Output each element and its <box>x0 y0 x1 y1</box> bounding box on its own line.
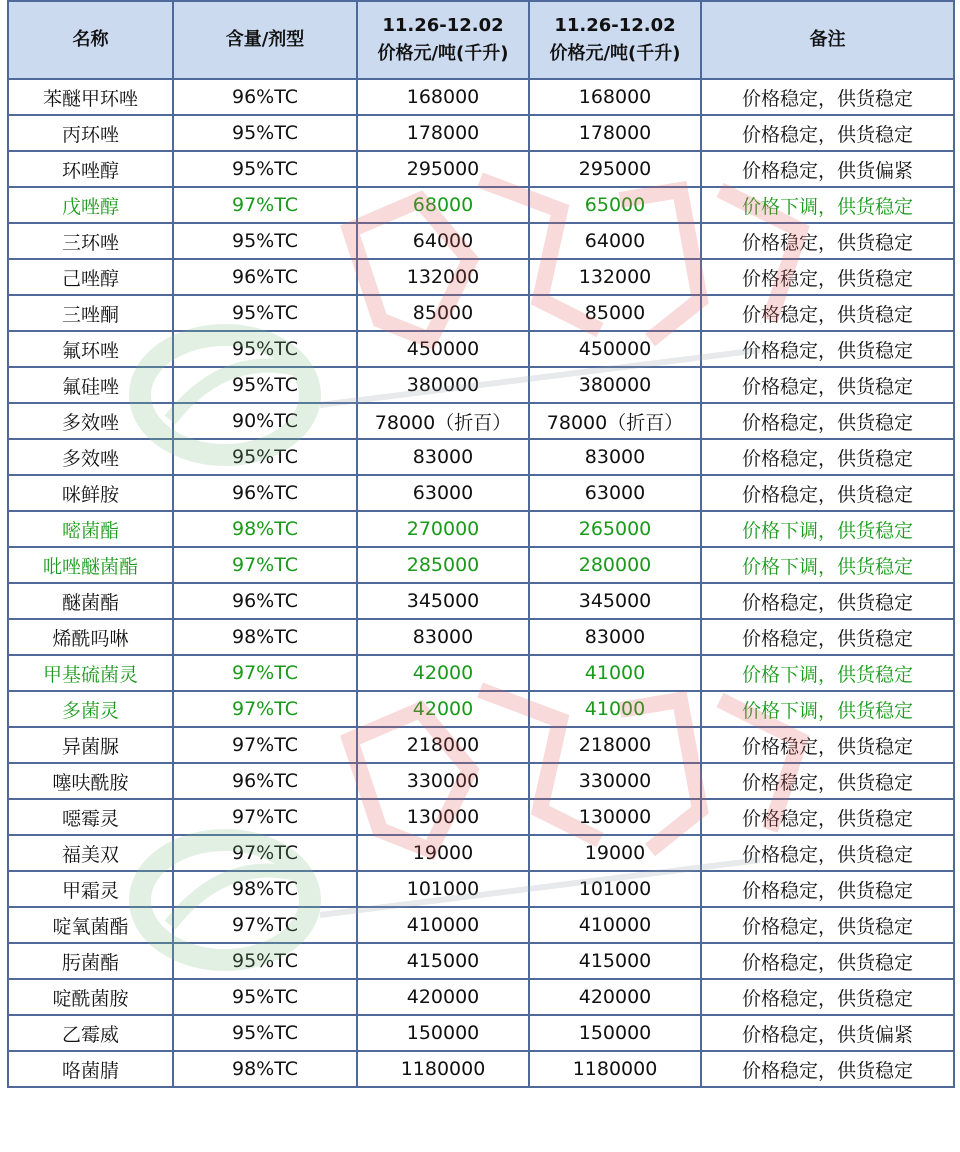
table-row <box>8 907 954 943</box>
price-period2-cell: 65000 <box>529 187 701 223</box>
price-period1-cell: 295000 <box>357 151 529 187</box>
spec-cell: 97%TC <box>173 547 357 583</box>
price-period1-cell: 63000 <box>357 475 529 511</box>
price-period1-cell: 270000 <box>357 511 529 547</box>
table-row <box>8 799 954 835</box>
note-cell: 价格稳定，供货稳定 <box>701 835 954 871</box>
price-period2-cell: 19000 <box>529 835 701 871</box>
note-cell: 价格下调，供货稳定 <box>701 547 954 583</box>
product-name-cell: 异菌脲 <box>8 727 173 763</box>
table-row <box>8 763 954 799</box>
spec-cell: 95%TC <box>173 331 357 367</box>
table-row <box>8 259 954 295</box>
product-name-cell: 甲霜灵 <box>8 871 173 907</box>
product-name-cell: 肟菌酯 <box>8 943 173 979</box>
table-row <box>8 475 954 511</box>
table-row <box>8 727 954 763</box>
product-name-cell: 戊唑醇 <box>8 187 173 223</box>
price-period2-cell: 218000 <box>529 727 701 763</box>
product-name-cell: 吡唑醚菌酯 <box>8 547 173 583</box>
product-name-cell: 三环唑 <box>8 223 173 259</box>
price-period2-cell: 83000 <box>529 619 701 655</box>
note-cell: 价格下调，供货稳定 <box>701 187 954 223</box>
spec-cell: 97%TC <box>173 727 357 763</box>
spec-cell: 97%TC <box>173 799 357 835</box>
note-cell: 价格稳定，供货稳定 <box>701 475 954 511</box>
note-cell: 价格稳定，供货稳定 <box>701 871 954 907</box>
price-period1-cell: 178000 <box>357 115 529 151</box>
header-name: 名称 <box>8 1 173 79</box>
price-period2-cell: 178000 <box>529 115 701 151</box>
spec-cell: 95%TC <box>173 367 357 403</box>
product-name-cell: 乙霉威 <box>8 1015 173 1051</box>
table-row <box>8 835 954 871</box>
spec-cell: 98%TC <box>173 511 357 547</box>
price-period1-cell: 168000 <box>357 79 529 115</box>
note-cell: 价格稳定，供货稳定 <box>701 79 954 115</box>
price-period1-cell: 415000 <box>357 943 529 979</box>
note-cell: 价格稳定，供货稳定 <box>701 943 954 979</box>
product-name-cell: 啶酰菌胺 <box>8 979 173 1015</box>
product-name-cell: 三唑酮 <box>8 295 173 331</box>
price-period2-cell: 380000 <box>529 367 701 403</box>
product-name-cell: 福美双 <box>8 835 173 871</box>
price-period2-cell: 295000 <box>529 151 701 187</box>
price-period1-cell: 42000 <box>357 655 529 691</box>
price-table <box>7 0 955 1088</box>
note-cell: 价格稳定，供货稳定 <box>701 403 954 439</box>
note-cell: 价格稳定，供货稳定 <box>701 331 954 367</box>
header-period1-unit: 价格元/吨(千升) <box>377 43 509 64</box>
note-cell: 价格稳定，供货稳定 <box>701 223 954 259</box>
note-cell: 价格稳定，供货稳定 <box>701 727 954 763</box>
price-period1-cell: 85000 <box>357 295 529 331</box>
table-row <box>8 187 954 223</box>
spec-cell: 96%TC <box>173 259 357 295</box>
note-cell: 价格稳定，供货偏紧 <box>701 151 954 187</box>
spec-cell: 98%TC <box>173 619 357 655</box>
spec-cell: 96%TC <box>173 763 357 799</box>
spec-cell: 98%TC <box>173 1051 357 1087</box>
price-period1-cell: 420000 <box>357 979 529 1015</box>
table-row <box>8 1051 954 1087</box>
table-row <box>8 295 954 331</box>
note-cell: 价格稳定，供货稳定 <box>701 907 954 943</box>
price-period2-cell: 83000 <box>529 439 701 475</box>
header-row <box>8 1 954 79</box>
product-name-cell: 烯酰吗啉 <box>8 619 173 655</box>
price-period1-cell: 450000 <box>357 331 529 367</box>
price-period2-cell: 265000 <box>529 511 701 547</box>
table-row <box>8 115 954 151</box>
price-period1-cell: 410000 <box>357 907 529 943</box>
price-period1-cell: 218000 <box>357 727 529 763</box>
header-period1-dates: 11.26-12.02 <box>382 15 504 36</box>
spec-cell: 95%TC <box>173 439 357 475</box>
header-period1 <box>357 1 529 79</box>
spec-cell: 96%TC <box>173 79 357 115</box>
product-name-cell: 氟环唑 <box>8 331 173 367</box>
spec-cell: 97%TC <box>173 187 357 223</box>
price-period1-cell: 101000 <box>357 871 529 907</box>
table-row <box>8 691 954 727</box>
price-period1-cell: 330000 <box>357 763 529 799</box>
price-period2-cell: 64000 <box>529 223 701 259</box>
table-row <box>8 583 954 619</box>
table-row <box>8 655 954 691</box>
price-period2-cell: 78000（折百） <box>529 403 701 439</box>
header-note: 备注 <box>701 1 954 79</box>
note-cell: 价格稳定，供货稳定 <box>701 583 954 619</box>
header-period2-unit: 价格元/吨(千升) <box>549 43 681 64</box>
note-cell: 价格下调，供货稳定 <box>701 655 954 691</box>
product-name-cell: 嘧菌酯 <box>8 511 173 547</box>
table-row <box>8 367 954 403</box>
table-row <box>8 403 954 439</box>
price-period2-cell: 280000 <box>529 547 701 583</box>
price-period1-cell: 83000 <box>357 439 529 475</box>
table-row <box>8 547 954 583</box>
note-cell: 价格稳定，供货稳定 <box>701 439 954 475</box>
price-period1-cell: 78000（折百） <box>357 403 529 439</box>
note-cell: 价格下调，供货稳定 <box>701 691 954 727</box>
product-name-cell: 咯菌腈 <box>8 1051 173 1087</box>
table-row <box>8 439 954 475</box>
note-cell: 价格稳定，供货稳定 <box>701 799 954 835</box>
product-name-cell: 环唑醇 <box>8 151 173 187</box>
product-name-cell: 甲基硫菌灵 <box>8 655 173 691</box>
note-cell: 价格稳定，供货稳定 <box>701 259 954 295</box>
spec-cell: 97%TC <box>173 907 357 943</box>
table-row <box>8 79 954 115</box>
spec-cell: 97%TC <box>173 691 357 727</box>
table-row <box>8 223 954 259</box>
table-row <box>8 979 954 1015</box>
note-cell: 价格稳定，供货稳定 <box>701 979 954 1015</box>
price-period2-cell: 101000 <box>529 871 701 907</box>
price-period2-cell: 410000 <box>529 907 701 943</box>
product-name-cell: 苯醚甲环唑 <box>8 79 173 115</box>
spec-cell: 95%TC <box>173 1015 357 1051</box>
spec-cell: 95%TC <box>173 943 357 979</box>
table-row <box>8 1015 954 1051</box>
spec-cell: 97%TC <box>173 835 357 871</box>
spec-cell: 95%TC <box>173 295 357 331</box>
price-period1-cell: 130000 <box>357 799 529 835</box>
product-name-cell: 噻呋酰胺 <box>8 763 173 799</box>
spec-cell: 98%TC <box>173 871 357 907</box>
table-row <box>8 151 954 187</box>
price-period2-cell: 63000 <box>529 475 701 511</box>
product-name-cell: 多效唑 <box>8 439 173 475</box>
note-cell: 价格稳定，供货稳定 <box>701 763 954 799</box>
price-period2-cell: 85000 <box>529 295 701 331</box>
spec-cell: 96%TC <box>173 475 357 511</box>
price-period2-cell: 415000 <box>529 943 701 979</box>
price-period1-cell: 83000 <box>357 619 529 655</box>
price-period1-cell: 132000 <box>357 259 529 295</box>
note-cell: 价格稳定，供货稳定 <box>701 367 954 403</box>
table-row <box>8 331 954 367</box>
note-cell: 价格稳定，供货稳定 <box>701 619 954 655</box>
product-name-cell: 啶氧菌酯 <box>8 907 173 943</box>
table-row <box>8 511 954 547</box>
header-spec: 含量/剂型 <box>173 1 357 79</box>
spec-cell: 95%TC <box>173 223 357 259</box>
note-cell: 价格下调，供货稳定 <box>701 511 954 547</box>
price-period1-cell: 42000 <box>357 691 529 727</box>
price-period2-cell: 41000 <box>529 691 701 727</box>
price-period2-cell: 345000 <box>529 583 701 619</box>
header-period2 <box>529 1 701 79</box>
header-period2-dates: 11.26-12.02 <box>554 15 676 36</box>
price-period1-cell: 19000 <box>357 835 529 871</box>
price-period1-cell: 380000 <box>357 367 529 403</box>
product-name-cell: 多效唑 <box>8 403 173 439</box>
product-name-cell: 氟硅唑 <box>8 367 173 403</box>
product-name-cell: 己唑醇 <box>8 259 173 295</box>
table-row <box>8 943 954 979</box>
price-period2-cell: 150000 <box>529 1015 701 1051</box>
note-cell: 价格稳定，供货稳定 <box>701 1051 954 1087</box>
spec-cell: 95%TC <box>173 979 357 1015</box>
product-name-cell: 多菌灵 <box>8 691 173 727</box>
price-period2-cell: 132000 <box>529 259 701 295</box>
spec-cell: 95%TC <box>173 151 357 187</box>
price-period2-cell: 168000 <box>529 79 701 115</box>
price-period1-cell: 345000 <box>357 583 529 619</box>
product-name-cell: 咪鲜胺 <box>8 475 173 511</box>
note-cell: 价格稳定，供货稳定 <box>701 115 954 151</box>
price-period1-cell: 285000 <box>357 547 529 583</box>
price-period2-cell: 130000 <box>529 799 701 835</box>
spec-cell: 96%TC <box>173 583 357 619</box>
price-period1-cell: 64000 <box>357 223 529 259</box>
note-cell: 价格稳定，供货偏紧 <box>701 1015 954 1051</box>
table-row <box>8 871 954 907</box>
price-period2-cell: 420000 <box>529 979 701 1015</box>
spec-cell: 97%TC <box>173 655 357 691</box>
note-cell: 价格稳定，供货稳定 <box>701 295 954 331</box>
price-period2-cell: 330000 <box>529 763 701 799</box>
product-name-cell: 噁霉灵 <box>8 799 173 835</box>
price-period1-cell: 1180000 <box>357 1051 529 1087</box>
price-period2-cell: 41000 <box>529 655 701 691</box>
spec-cell: 95%TC <box>173 115 357 151</box>
spec-cell: 90%TC <box>173 403 357 439</box>
product-name-cell: 醚菌酯 <box>8 583 173 619</box>
price-period1-cell: 68000 <box>357 187 529 223</box>
price-period2-cell: 450000 <box>529 331 701 367</box>
table-row <box>8 619 954 655</box>
price-period2-cell: 1180000 <box>529 1051 701 1087</box>
price-period1-cell: 150000 <box>357 1015 529 1051</box>
product-name-cell: 丙环唑 <box>8 115 173 151</box>
